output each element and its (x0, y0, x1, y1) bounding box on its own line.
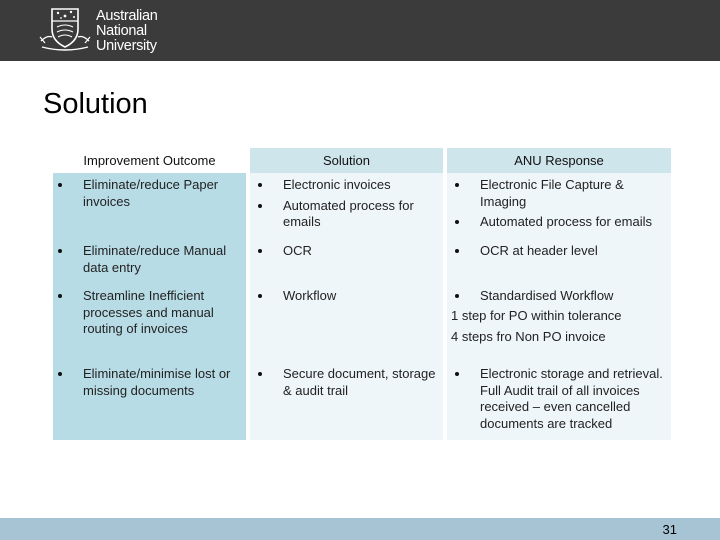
outcome-text: Eliminate/minimise lost or missing documents (53, 366, 242, 399)
response-item: Electronic storage and retrieval. Full Audit trail of all invoices received – even cancelled documents are tracked (447, 366, 667, 432)
solution-cell (248, 284, 445, 362)
table-row (53, 173, 671, 239)
response-item: Electronic File Capture & Imaging (447, 177, 667, 210)
solution-item: Workflow (250, 288, 439, 305)
header-bar (0, 0, 720, 61)
header-anu-response: ANU Response (445, 148, 671, 173)
response-cell (445, 284, 671, 362)
table-row (53, 362, 671, 440)
table-row (53, 239, 671, 284)
response-item: OCR at header level (447, 243, 667, 260)
solution-cell (248, 173, 445, 239)
response-cell (445, 173, 671, 239)
solution-table (53, 148, 671, 440)
table-row (53, 284, 671, 362)
wordmark-line-2: National (96, 23, 147, 39)
solution-item: Automated process for emails (250, 198, 439, 231)
response-cell (445, 239, 671, 284)
header-solution: Solution (248, 148, 445, 173)
solution-cell (248, 362, 445, 440)
solution-item: Electronic invoices (250, 177, 439, 194)
outcome-text: Streamline Inefficient processes and manual routing of invoices (53, 288, 242, 338)
outcome-text: Eliminate/reduce Manual data entry (53, 243, 242, 276)
university-wordmark (96, 9, 157, 54)
outcome-cell (53, 362, 248, 440)
outcome-cell (53, 239, 248, 284)
solution-item: Secure document, storage & audit trail (250, 366, 439, 399)
wordmark-line-1: Australian (96, 8, 158, 24)
wordmark-line-3: University (96, 38, 157, 54)
response-note: 4 steps fro Non PO invoice (451, 328, 606, 344)
response-note: 1 step for PO within tolerance (451, 307, 622, 323)
solution-cell (248, 239, 445, 284)
response-cell (445, 362, 671, 440)
outcome-cell (53, 173, 248, 239)
response-item: Standardised Workflow (447, 288, 667, 305)
anu-crest-icon (38, 7, 92, 51)
footer-bar (0, 518, 720, 540)
outcome-cell (53, 284, 248, 362)
outcome-text: Eliminate/reduce Paper invoices (53, 177, 242, 210)
header-improvement-outcome: Improvement Outcome (53, 148, 248, 173)
response-item: Automated process for emails (447, 214, 667, 231)
table-header-row (53, 148, 671, 173)
solution-item: OCR (250, 243, 439, 260)
slide-title: Solution (43, 88, 148, 120)
page-number: 31 (662, 522, 677, 537)
